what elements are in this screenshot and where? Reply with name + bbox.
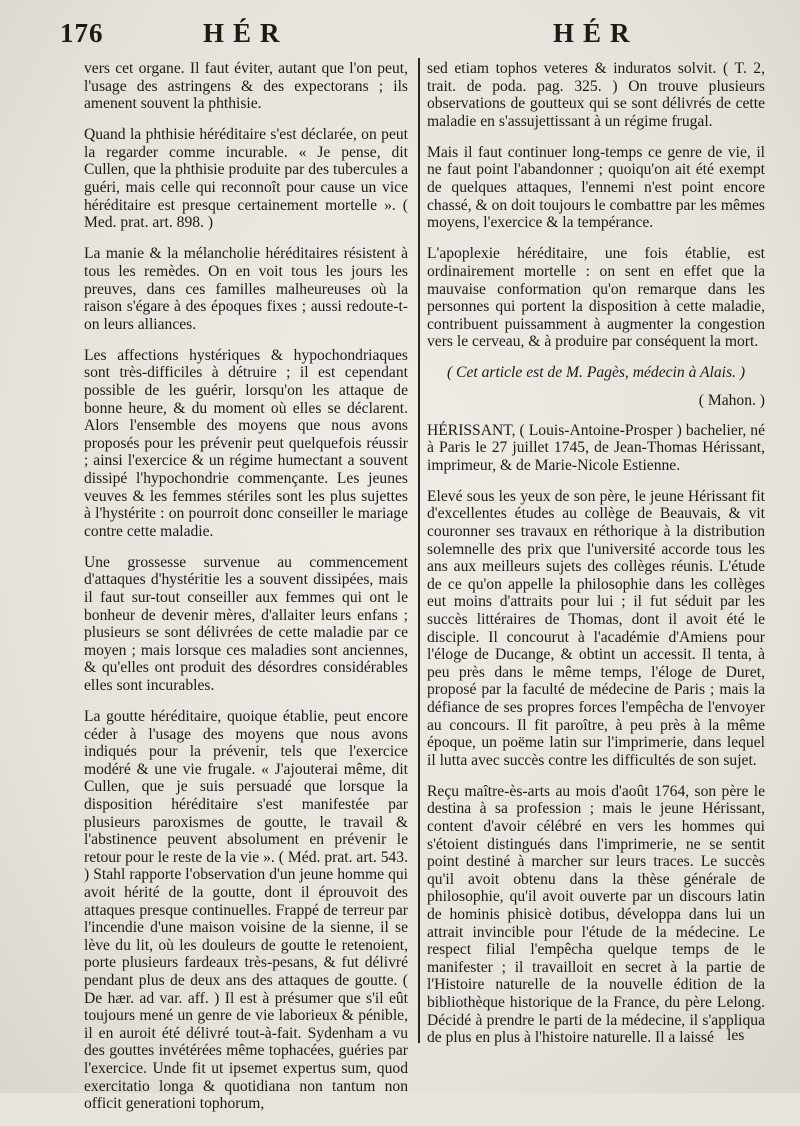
running-head-right: HÉR — [553, 18, 639, 48]
paragraph: Les affections hystériques & hypochondriaques sont très-difficiles à détruire ; il est cependant possible de les guérir, lorsqu'on les attaque de bonne heure, & du moment où elles se déclarent. Alors l'ensemble des moyens que nous avons proposés pour les prévenir peut quelquefois réussir ; ainsi l'exercice & un régime humectant a souvent dissipé l'hypochondrie commençante. Les jeunes veuves & les femmes stériles sont les plus sujettes à l'hystérite : on pourroit donc conseiller le mariage contre cette maladie. — [84, 346, 408, 540]
paragraph: La goutte héréditaire, quoique établie, peut encore céder à l'usage des moyens que nous avons indiqués pour la prévenir, tels que l'exercice modéré & une vie frugale. « J'ajouterai même, dit Cullen, que je suis persuadé que lorsque la disposition héréditaire s'est manifestée par plusieurs paroxismes de goutte, le travail & l'abstinence peuvent absolument en prévenir le retour pour le reste de la vie ». ( Méd. prat. art. 543. ) Stahl rapporte l'observation d'un jeune homme qui avoit hérité de la goutte, dont il éprouvoit des attaques presque continuelles. Frappé de terreur par l'incendie d'une maison voisine de la sienne, il se lève du lit, où les douleurs de goutte le retenoient, porte plusieurs fardeaux très-pesans, & fut délivré pendant plus de deux ans des attaques de goutte. ( De hær. ad var. aff. ) Il est à présumer que s'il eût toujours mené un genre de vie laborieux & pénible, il en auroit été délivré tout-à-fait. Sydenham a vu des gouttes invétérées même tophacées, guéries par l'exercice. Unde fit ut ipsemet expertus sum, quod exercitatio longa & quotidiana non tantum non officit generationi tophorum, — [84, 708, 408, 1113]
page-number: 176 — [60, 18, 104, 48]
running-head-left: HÉR — [203, 18, 289, 48]
paragraph: Reçu maître-ès-arts au mois d'août 1764, son père le destina à sa profession ; mais le jeune Hérissant, content d'avoir célébré en vers les hommes qui s'étoient distingués dans l'imprimerie, ne se sentit point destiné à marcher sur leurs traces. Le succès qu'il avoit obtenu dans la thèse générale de philosophie, qu'il avoit ouverte par un discours latin de hominis phisicè dotibus, développa dans lui un attrait invincible pour l'étude de la médecine. Le respect filial l'empêcha quelque temps de le manifester ; il travailloit en secret à la partie de l'Histoire naturelle de la nouvelle édition de la bibliothèque historique de la France, du père Lelong. Décidé à prendre le parti de la médecine, il s'appliqua de plus en plus à l'histoire naturelle. Il a laissé — [427, 782, 765, 1047]
catchword: les — [727, 1027, 745, 1044]
column-divider — [418, 58, 420, 1043]
paragraph: Elevé sous les yeux de son père, le jeune Hérissant fit d'excellentes études au collège de Beauvais, & vit couronner ses travaux en réthorique à la distribution solemnelle des prix que l'université accorde tous les ans aux meilleurs sujets des collèges réunis. L'étude de ce qu'on appelle la philosophie dans les collèges eut moins d'attraits pour lui ; il fut séduit par les succès littéraires de Thomas, dont il avoit été le disciple. Il concourut à l'académie d'Amiens pour l'éloge de Ducange, & obtint un accessit. Il tenta, à peu près dans le même temps, l'éloge de Duret, proposé par la faculté de médecine de Paris ; mais la défiance de ses propres forces l'empêcha de l'envoyer au concours. Il fit paroître, à peu près à la même époque, un poëme latin sur l'imprimerie, dans lequel il lutta avec succès contre les difficultés de son sujet. — [427, 487, 765, 769]
page-header — [0, 16, 800, 56]
paragraph: vers cet organe. Il faut éviter, autant que l'on peut, l'usage des astringens & des expectorans ; ils amenent souvent la phthisie. — [84, 60, 408, 113]
paragraph: La manie & la mélancholie héréditaires résistent à tous les remèdes. On en voit tous les jours les preuves, dans ces familles malheureuses où la raison s'égare à des époques fixes ; aussi redoute-t-on leurs alliances. — [84, 245, 408, 333]
article-author: ( Mahon. ) — [698, 392, 765, 409]
article-credit: ( Cet article est de M. Pagès, médecin à Alais. ) — [446, 364, 746, 382]
entry-heading-paragraph: HÉRISSANT, ( Louis-Antoine-Prosper ) bachelier, né à Paris le 27 juillet 1745, de Jean-Thomas Hérissant, imprimeur, & de Marie-Nicole Estienne. — [427, 421, 765, 474]
left-column — [84, 60, 408, 1126]
paragraph: Une grossesse survenue au commencement d'attaques d'hystéritie les a souvent dissipées, mais il faut sur-tout conseiller aux femmes qui ont le bonheur de devenir mères, d'allaiter leurs enfans ; plusieurs se sont délivrées de cette maladie par ce moyen ; mais lorsque ces maladies sont anciennes, & qu'elles ont produit des désordres considérables elles sont incurables. — [84, 553, 408, 694]
paragraph: Mais il faut continuer long-temps ce genre de vie, il ne faut point l'abandonner ; quoiqu'on ait été exempt de quelques attaques, l'ennemi n'est point encore chassé, & on doit toujours le combattre par les mêmes moyens, l'exercice & la tempérance. — [427, 143, 765, 232]
paragraph: L'apoplexie héréditaire, une fois établie, est ordinairement mortelle : on sent en effet que la mauvaise conformation qu'on remarque dans les personnes qui portent la disposition à cette maladie, contribuent puissamment à augmenter la congestion vers le cerveau, & à produire par conséquent la mort. — [427, 245, 765, 351]
paragraph: sed etiam tophos veteres & induratos solvit. ( T. 2, trait. de poda. pag. 325. ) On trouve plusieurs observations de goutteux qui se sont délivrés de cette maladie en s'assujettissant à un régime frugal. — [427, 60, 765, 130]
right-column — [427, 60, 765, 1060]
paragraph: Quand la phthisie héréditaire s'est déclarée, on peut la regarder comme incurable. « Je pense, dit Cullen, que la phthisie produite par des tubercules a guéri, mais celle qui reconnoît pour cause un vice héréditaire est presque certainement mortelle ». ( Med. prat. art. 898. ) — [84, 126, 408, 232]
